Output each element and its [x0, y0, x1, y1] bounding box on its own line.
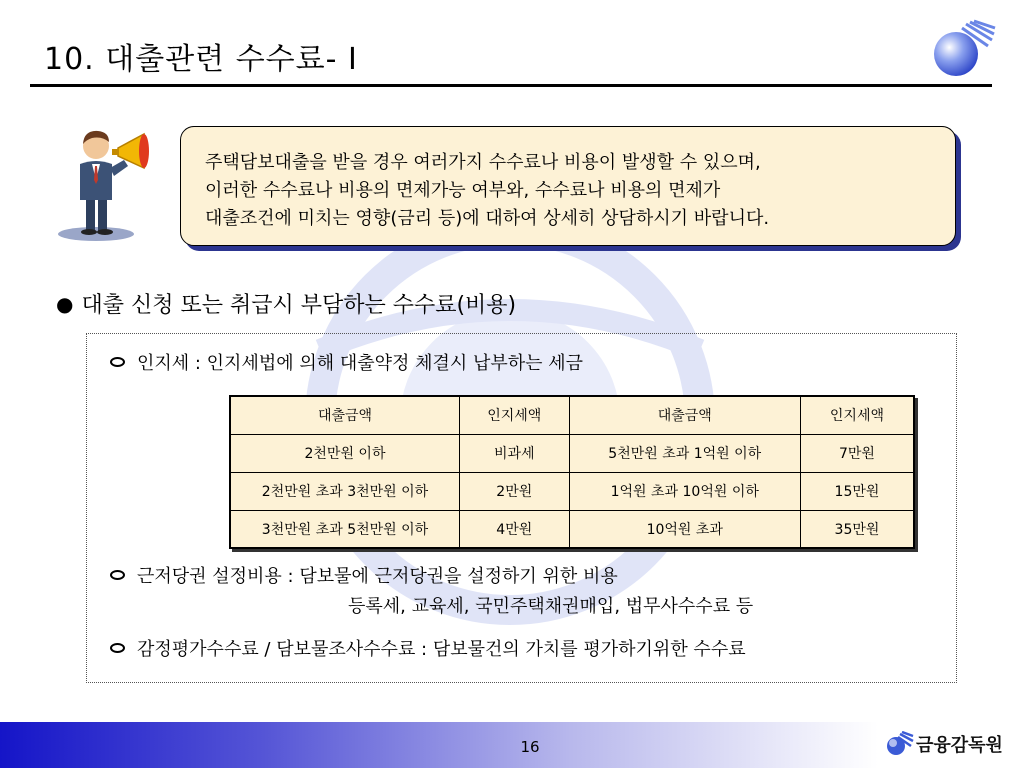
appraisal-fee-text: 감정평가수수료 / 담보물조사수수료 : 담보물건의 가치를 평가하기위한 수수료	[137, 639, 746, 660]
ring-bullet-icon	[110, 570, 125, 580]
table-cell: 35만원	[800, 510, 914, 548]
table-cell: 7만원	[800, 434, 914, 472]
ring-bullet-icon	[110, 643, 125, 653]
table-header-cell: 대출금액	[230, 396, 460, 434]
footer-org-name: 금융감독원	[916, 735, 1003, 756]
table-cell: 비과세	[460, 434, 570, 472]
table-row	[230, 510, 914, 548]
stamp-tax-table	[229, 395, 915, 549]
bullet-icon: ●	[56, 291, 74, 316]
mortgage-cost-detail: 등록세, 교육세, 국민주택채권매입, 법무사수수료 등	[348, 596, 754, 617]
stamp-tax-text: 인지세 : 인지세법에 의해 대출약정 체결시 납부하는 세금	[137, 353, 584, 374]
callout-line: 주택담보대출을 받을 경우 여러가지 수수료나 비용이 발생할 수 있으며,	[205, 152, 761, 173]
slide-title: 10. 대출관련 수수료- Ⅰ	[44, 42, 358, 77]
footer-logo	[884, 731, 1003, 757]
appraisal-fee-item	[110, 635, 746, 661]
fss-swirl-logo-icon	[884, 731, 914, 757]
table-cell: 4만원	[460, 510, 570, 548]
footer-bar	[0, 722, 878, 768]
table-header-cell: 인지세액	[800, 396, 914, 434]
section-heading	[56, 288, 516, 319]
mortgage-cost-item	[110, 562, 618, 588]
ring-bullet-icon	[110, 357, 125, 367]
table-row	[230, 434, 914, 472]
stamp-tax-item	[110, 349, 583, 375]
mortgage-cost-text: 근저당권 설정비용 : 담보물에 근저당권을 설정하기 위한 비용	[137, 566, 618, 587]
callout-line: 대출조건에 미치는 영향(금리 등)에 대하여 상세히 상담하시기 바랍니다.	[205, 208, 770, 229]
globe-logo-icon	[928, 18, 996, 78]
table-header-cell: 인지세액	[460, 396, 570, 434]
table-header-cell: 대출금액	[569, 396, 800, 434]
table-cell: 5천만원 초과 1억원 이하	[569, 434, 800, 472]
table-row	[230, 472, 914, 510]
notice-callout	[180, 126, 956, 246]
table-cell: 15만원	[800, 472, 914, 510]
section-heading-text: 대출 신청 또는 취급시 부담하는 수수료(비용)	[81, 293, 517, 318]
table-cell: 2천만원 초과 3천만원 이하	[230, 472, 460, 510]
page-number: 16	[520, 738, 540, 756]
table-cell: 3천만원 초과 5천만원 이하	[230, 510, 460, 548]
table-cell: 10억원 초과	[569, 510, 800, 548]
table-cell: 2천만원 이하	[230, 434, 460, 472]
table-cell: 2만원	[460, 472, 570, 510]
table-header-row	[230, 396, 914, 434]
table-cell: 1억원 초과 10억원 이하	[569, 472, 800, 510]
megaphone-man-icon	[52, 118, 152, 244]
callout-line: 이러한 수수료나 비용의 면제가능 여부와, 수수료나 비용의 면제가	[205, 180, 721, 201]
title-divider	[30, 84, 992, 87]
